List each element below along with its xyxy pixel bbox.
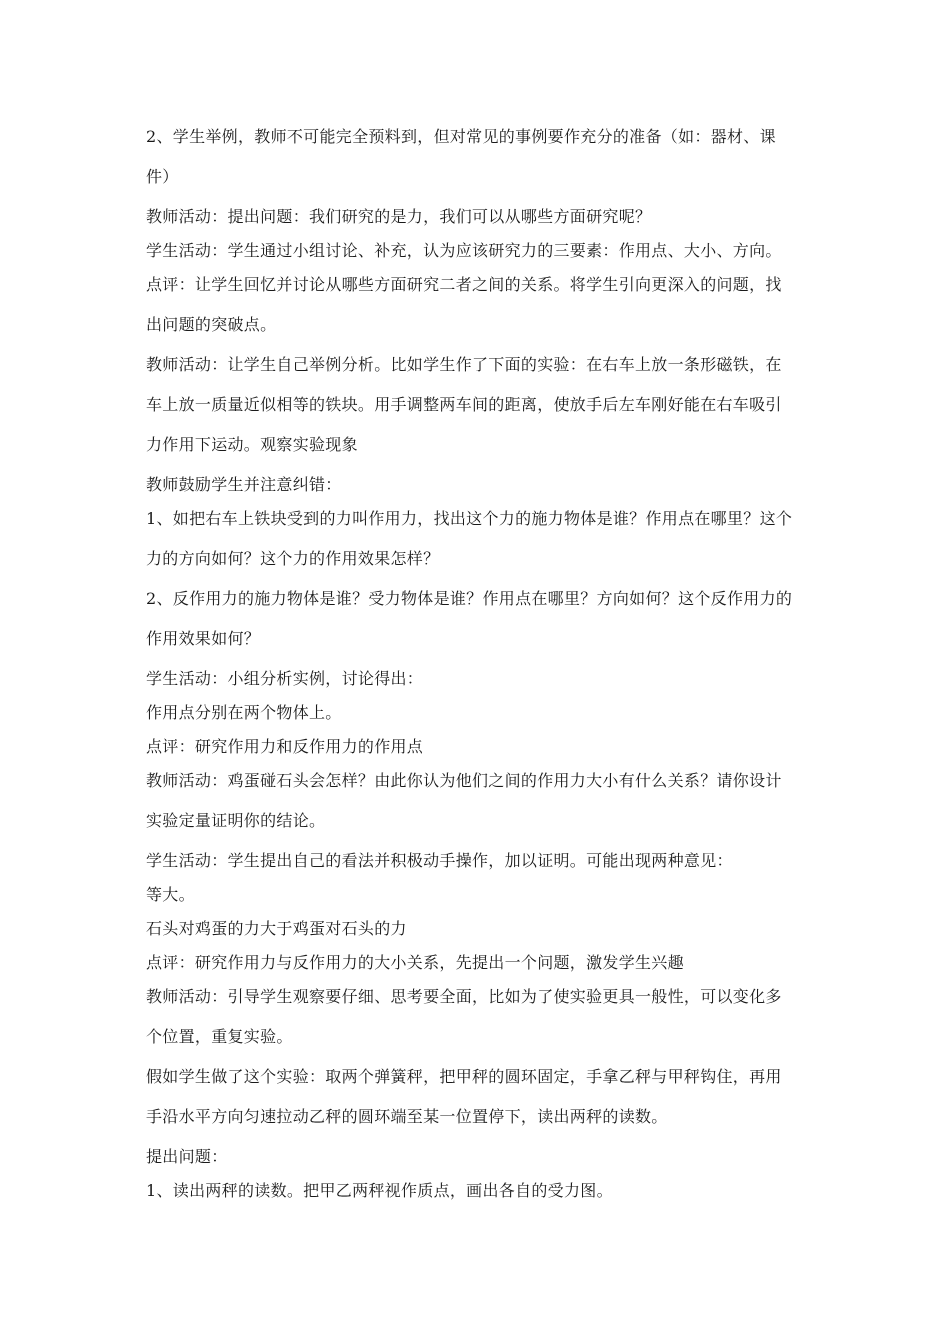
text-line: 假如学生做了这个实验：取两个弹簧秤，把甲秤的圆环固定，手拿乙秤与甲秤钩住，再用 — [146, 1067, 782, 1086]
paragraph — [146, 274, 816, 354]
text-line: 学生活动：学生提出自己的看法并积极动手操作，加以证明。可能出现两种意见： — [146, 851, 733, 870]
paragraph — [146, 240, 816, 274]
text-line: 1、如把右车上铁块受到的力叫作用力，找出这个力的施力物体是谁？作用点在哪里？这个 — [146, 509, 793, 528]
paragraph — [146, 1146, 816, 1180]
text-line: 个位置，重复实验。 — [146, 1027, 293, 1046]
text-line: 学生活动：小组分析实例，讨论得出： — [146, 669, 424, 688]
paragraph — [146, 918, 816, 952]
text-line: 学生活动：学生通过小组讨论、补充，认为应该研究力的三要素：作用点、大小、方向。 — [146, 241, 782, 260]
text-line: 件） — [146, 167, 179, 186]
paragraph — [146, 952, 816, 986]
paragraph — [146, 668, 816, 702]
paragraph — [146, 508, 816, 588]
text-line: 力作用下运动。观察实验现象 — [146, 435, 358, 454]
text-line: 作用效果如何？ — [146, 629, 261, 648]
text-line: 教师活动：引导学生观察要仔细、思考要全面，比如为了使实验更具一般性，可以变化多 — [146, 987, 782, 1006]
paragraph — [146, 588, 816, 668]
paragraph — [146, 770, 816, 850]
paragraph — [146, 206, 816, 240]
paragraph — [146, 884, 816, 918]
text-line: 实验定量证明你的结论。 — [146, 811, 326, 830]
text-line: 点评：研究作用力与反作用力的大小关系，先提出一个问题，激发学生兴趣 — [146, 953, 684, 972]
text-line: 力的方向如何？这个力的作用效果怎样？ — [146, 549, 440, 568]
text-line: 教师鼓励学生并注意纠错： — [146, 475, 342, 494]
text-line: 等大。 — [146, 885, 195, 904]
paragraph — [146, 850, 816, 884]
document-body — [146, 126, 816, 1214]
paragraph — [146, 354, 816, 474]
text-line: 出问题的突破点。 — [146, 315, 277, 334]
text-line: 教师活动：鸡蛋碰石头会怎样？由此你认为他们之间的作用力大小有什么关系？请你设计 — [146, 771, 782, 790]
paragraph — [146, 126, 816, 206]
text-line: 点评：让学生回忆并讨论从哪些方面研究二者之间的关系。将学生引向更深入的问题，找 — [146, 275, 782, 294]
text-line: 2、学生举例，教师不可能完全预料到，但对常见的事例要作充分的准备（如：器材、课 — [146, 127, 776, 146]
paragraph — [146, 702, 816, 736]
paragraph — [146, 736, 816, 770]
text-line: 石头对鸡蛋的力大于鸡蛋对石头的力 — [146, 919, 407, 938]
paragraph — [146, 474, 816, 508]
text-line: 教师活动：提出问题：我们研究的是力，我们可以从哪些方面研究呢？ — [146, 207, 652, 226]
text-line: 车上放一质量近似相等的铁块。用手调整两车间的距离，使放手后左车刚好能在右车吸引 — [146, 395, 782, 414]
text-line: 作用点分别在两个物体上。 — [146, 703, 342, 722]
text-line: 手沿水平方向匀速拉动乙秤的圆环端至某一位置停下，读出两秤的读数。 — [146, 1107, 668, 1126]
paragraph — [146, 1066, 816, 1146]
text-line: 教师活动：让学生自己举例分析。比如学生作了下面的实验：在右车上放一条形磁铁，在 — [146, 355, 782, 374]
text-line: 2、反作用力的施力物体是谁？受力物体是谁？作用点在哪里？方向如何？这个反作用力的 — [146, 589, 793, 608]
paragraph — [146, 1180, 816, 1214]
text-line: 提出问题： — [146, 1147, 228, 1166]
text-line: 点评：研究作用力和反作用力的作用点 — [146, 737, 424, 756]
paragraph — [146, 986, 816, 1066]
text-line: 1、读出两秤的读数。把甲乙两秤视作质点，画出各自的受力图。 — [146, 1181, 613, 1200]
